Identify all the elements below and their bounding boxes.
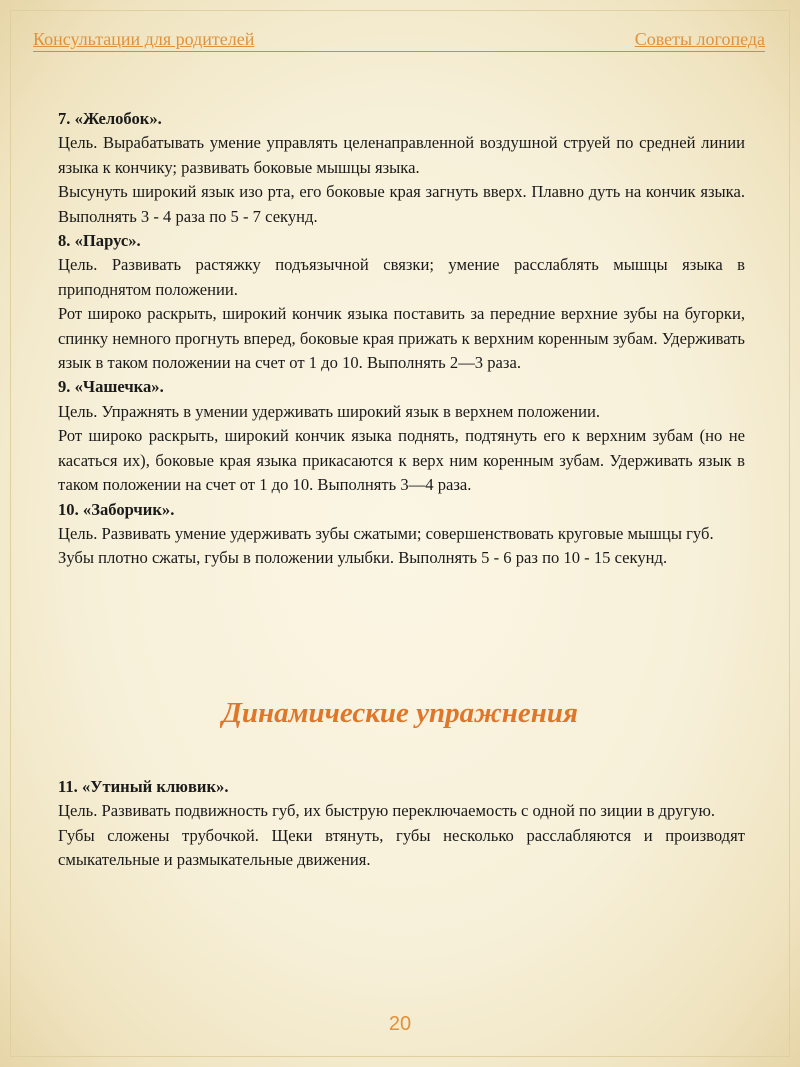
exercise-11-title: 11. «Утиный клювик».: [58, 777, 229, 796]
exercise-9-goal: Цель. Упражнять в умении удерживать широкий язык в верхнем положении.: [58, 401, 601, 421]
header-left-title: Консультации для родителей: [33, 29, 255, 49]
page-header: [33, 27, 765, 52]
section-heading: Динамические упражнения: [222, 697, 578, 729]
header-right-title: Советы логопеда: [634, 29, 765, 49]
exercise-7-goal: Цель. Вырабатывать умение управлять целенаправленной воздушной струей по средней линии языка к кончику; развивать боковые мышцы языка.: [58, 133, 745, 177]
exercise-11-goal: Цель. Развивать подвижность губ, их быструю переключаемость с одной по зиции в другую.: [58, 801, 716, 821]
exercise-7-title: 7. «Желобок».: [58, 109, 162, 128]
exercise-9-title: 9. «Чашечка».: [58, 377, 164, 397]
exercise-11-instructions: Губы сложены трубочкой. Щеки втянуть, губы несколько расслабляются и производят смыкательные и размыкательные движения.: [58, 825, 745, 870]
exercise-7-instructions: Высунуть широкий язык изо рта, его боковые края загнуть вверх. Плавно дуть на кончик языка. Выполнять 3 - 4 раза по 5 - 7 секунд.: [58, 182, 745, 226]
dynamic-exercises-block: [58, 775, 745, 873]
exercise-10-goal: Цель. Развивать умение удерживать зубы сжатыми; совершенствовать круговые мышцы губ.: [58, 523, 714, 543]
exercise-8-goal: Цель. Развивать растяжку подъязычной связки; умение расслаблять мышцы языка в приподнятом положении.: [58, 255, 745, 299]
exercise-10-title: 10. «Заборчик».: [58, 499, 175, 519]
exercise-9-instructions: Рот широко раскрыть, широкий кончик языка поднять, подтянуть его к верхним зубам (но не касаться их), боковые края языка прикасаются к верх ним коренным зубам. Удерживать язык в таком положении на счет от 1 до 10. Выполнять 3—4 раза.: [58, 426, 745, 495]
exercise-8-instructions: Рот широко раскрыть, широкий кончик языка поставить за передние верхние зубы на бугорки, спинку немного прогнуть вперед, боковые края прижать к верхним коренным зубам. Удерживать язык в таком положении на счет от 1 до 10. Выполнять 2—3 раза.: [58, 304, 745, 373]
exercise-8-title: 8. «Парус».: [58, 231, 141, 251]
exercises-block: [58, 107, 745, 571]
exercise-10-instructions: Зубы плотно сжаты, губы в положении улыбки. Выполнять 5 - 6 раз по 10 - 15 секунд.: [58, 548, 668, 568]
page-number: 20: [388, 1013, 412, 1035]
